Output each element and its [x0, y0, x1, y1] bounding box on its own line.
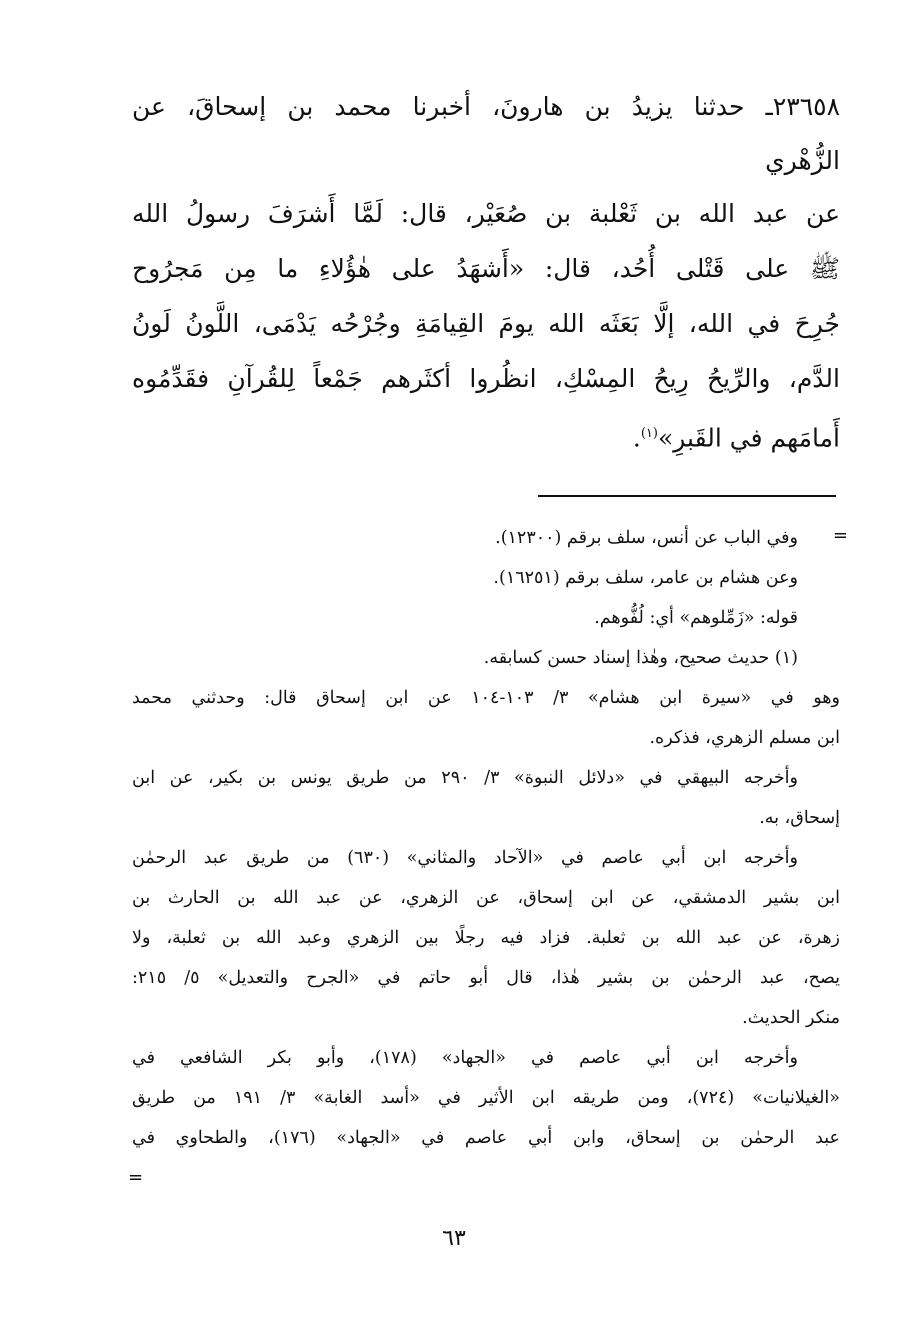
matn-line: عن عبد الله بن ثَعْلبة بن صُعَيْر، قال: لَمَّا أَشرَفَ رسولُ الله: [132, 199, 840, 228]
footnote-line: وفي الباب عن أنس، سلف برقم (١٢٣٠٠).: [495, 528, 798, 548]
footnote-reference[interactable]: (١): [640, 426, 658, 441]
footnote-line: منكر الحديث.: [742, 1008, 840, 1028]
matn-line: جُرِحَ في الله، إلَّا بَعَثَه الله يومَ القِيامَةِ وجُرْحُه يَدْمَى، اللَّونُ لَونُ: [132, 309, 840, 338]
footnote-separator: [538, 495, 836, 497]
page-number: ٦٣: [442, 1226, 466, 1251]
footnote-line: زهرة، عن عبد الله بن ثعلبة. فزاد فيه رجلًا بين الزهري وعبد الله بن ثعلبة، ولا: [132, 928, 841, 948]
footnote-line: عبد الرحمٰن بن إسحاق، وابن أبي عاصم في «الجهاد» (١٧٦)، والطحاوي في: [132, 1128, 840, 1148]
footnotes: [132, 518, 840, 1158]
footnote-line: إسحاق، به.: [759, 808, 840, 828]
matn-line-last: [132, 406, 840, 465]
matn-end-mark: .: [632, 423, 641, 453]
footnote-line: «الغيلانيات» (٧٢٤)، ومن طريقه ابن الأثير في «أسد الغابة» ٣/ ١٩١ من طريق: [132, 1088, 840, 1108]
footnote-line: وأخرجه البيهقي في «دلائل النبوة» ٣/ ٢٩٠ من طريق يونس بن بكير، عن ابن: [132, 768, 798, 788]
continuation-mark: =: [832, 525, 848, 546]
matn-line: الدَّم، والرِّيحُ رِيحُ المِسْكِ، انظُروا أكثَرهم جَمْعاً لِلقُرآنِ فقَدِّمُوه: [132, 364, 840, 393]
continuation-end-mark: =: [128, 1167, 144, 1188]
hadith-matn: [132, 186, 840, 465]
footnote-line: ابن بشير الدمشقي، عن ابن إسحاق، عن الزهري، عن عبد الله بن الحارث بن: [132, 888, 840, 908]
matn-line: أَمامَهم في القَبرِ»: [657, 423, 840, 453]
footnote-line: وأخرجه ابن أبي عاصم في «الجهاد» (١٧٨)، وأبو بكر الشافعي في: [132, 1048, 798, 1068]
isnad-line: ٢٣٦٥٨ـ حدثنا يزيدُ بن هارونَ، أخبرنا محمد بن إسحاقَ، عن: [132, 92, 840, 121]
footnote-line: وأخرجه ابن أبي عاصم في «الآحاد والمثاني» (٦٣٠) من طريق عبد الرحمٰن: [132, 848, 798, 868]
matn-line: ﷺ على قَتْلى أُحُد، قال: «أَشهَدُ على هٰؤُلاءِ ما مِن مَجرُوح: [132, 254, 840, 283]
footnote-line: ابن مسلم الزهري، فذكره.: [649, 728, 840, 748]
isnad-line: الزُّهْري: [765, 146, 840, 175]
footnote-line: (١) حديث صحيح، وهٰذا إسناد حسن كسابقه.: [483, 648, 798, 668]
footnote-line: يصح، عبد الرحمٰن بن بشير هٰذا، قال أبو حاتم في «الجرح والتعديل» ٥/ ٢١٥:: [132, 968, 840, 988]
footnote-line: قوله: «زَمِّلوهم» أي: لُفُّوهم.: [594, 608, 798, 628]
footnote-line: وهو في «سيرة ابن هشام» ٣/ ١٠٣-١٠٤ عن ابن إسحاق قال: وحدثني محمد: [132, 688, 840, 708]
hadith-isnad: [132, 80, 840, 188]
footnote-line: وعن هشام بن عامر، سلف برقم (١٦٢٥١).: [493, 568, 798, 588]
